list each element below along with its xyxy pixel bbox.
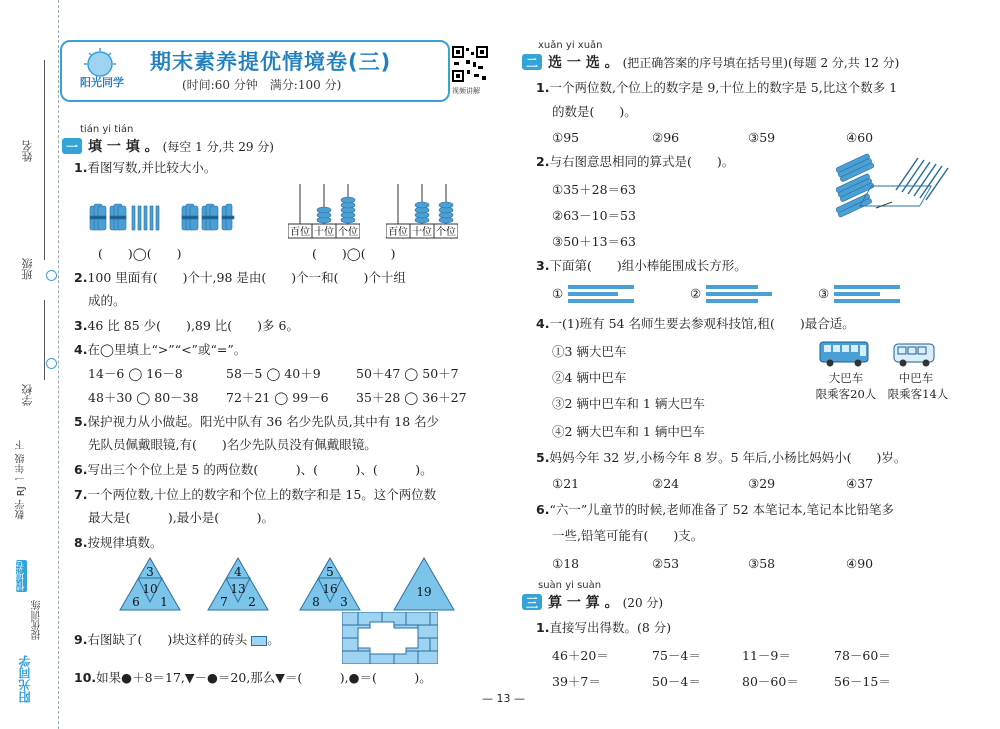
logo-text: 阳光同学 [80,76,124,89]
section3-pinyin: suàn yi suàn [538,580,602,591]
option[interactable]: ② [690,286,702,301]
bundle-icon [222,204,234,230]
question-2-2 [536,154,734,170]
brick-icon [251,636,267,646]
question-number: 6. [536,502,550,517]
question-1-2 [74,270,406,286]
option[interactable]: ④90 [846,556,874,571]
qr-code-icon[interactable] [452,46,488,82]
option[interactable]: ②96 [652,130,680,145]
abacus-figure-2 [386,180,458,242]
question-2-3 [536,258,747,274]
school-field-label: 学校 [21,384,34,406]
compare-cell[interactable]: 72＋21 ◯ 99－6 [226,390,329,405]
series-name: 提优训练 [32,600,43,640]
compare-blank-2[interactable]: ( )◯( ) [312,246,396,261]
question-1-4 [74,342,246,358]
question-1-2-line2: 成的。 [88,293,126,308]
calc-item[interactable]: 39＋7＝ [552,674,601,689]
question-1-7-line2: 最大是( ),最小是( )。 [88,510,274,525]
calc-item[interactable]: 75－4＝ [652,648,701,663]
question-3-1 [536,620,671,636]
question-text: 右图缺了( )块这样的砖头 [87,632,248,647]
option[interactable]: ①3 辆大巴车 [552,344,627,359]
triangle-top: 4 [234,565,242,579]
compare-cell[interactable]: 14－6 ◯ 16－8 [88,366,183,381]
sun-logo-icon [72,46,132,90]
abacus-label: 个位 [338,227,358,238]
section2-pinyin: xuǎn yi xuǎn [538,40,603,51]
abacus-label: 百位 [290,227,310,238]
section3-number: 三 [522,594,542,610]
section3-note: (20 分) [622,595,664,610]
question-text: 按规律填数。 [87,535,163,550]
calc-item[interactable]: 80－60＝ [742,674,799,689]
section1-number: 一 [62,138,82,154]
sticks-group-1 [568,284,636,304]
option[interactable]: ④60 [846,130,874,145]
question-text: 妈妈今年 32 岁,小杨今年 8 岁。5 年后,小杨比妈妈小( )岁。 [549,450,907,465]
question-text: 在◯里填上“>”“<”或“=”。 [87,342,247,357]
question-text: 下面第( )组小棒能围成长方形。 [549,258,747,273]
question-1-6 [74,462,433,478]
compare-cell[interactable]: 48＋30 ◯ 80－38 [88,390,199,405]
triangle-right: 3 [340,595,348,609]
number-triangles [118,556,478,614]
bundle-icon [110,204,126,230]
option[interactable]: ③ [818,286,830,301]
triangle-left: 6 [132,595,140,609]
stick-bundles-figure [88,200,238,234]
abacus-label: 十位 [314,227,334,238]
question-number: 3. [74,318,88,333]
question-text: 46 比 85 少( ),89 比( )多 6。 [87,318,299,333]
brick-wall-figure [342,612,438,664]
question-number: 1. [536,80,550,95]
option[interactable]: ④37 [846,476,874,491]
question-2-1 [536,80,897,96]
question-text: 保护视力从小做起。阳光中队有 36 名少先队员,其中有 18 名少 [87,414,440,429]
page-title: 期末素养提优情境卷(三) [150,50,392,74]
question-1-5-line2: 先队员佩戴眼镜,有( )名少先队员没有佩戴眼镜。 [88,437,377,452]
series-badge-wrap [14,560,29,592]
triangle-top: 5 [326,565,334,579]
binding-hole [46,358,57,369]
question-number: 1. [536,620,550,635]
triangle-mid: 10 [142,582,158,596]
question-1-10 [74,670,432,686]
single-sticks-icon [132,206,159,230]
triangle-mid: 19 [416,585,432,599]
question-number: 10. [74,670,97,685]
class-line [44,190,45,260]
question-text: 一(1)班有 54 名师生要去参观科技馆,租( )最合适。 [549,316,855,331]
abacus-label: 十位 [412,227,432,238]
option[interactable]: ③2 辆中巴车和 1 辆大巴车 [552,396,705,411]
question-number: 2. [74,270,88,285]
question-1-3 [74,318,299,334]
section1-title: 填 一 填 。 [88,139,159,155]
abacus-figure-1 [288,180,360,242]
big-bus-name: 大巴车 [828,371,864,385]
question-2-6 [536,502,894,518]
compare-cell[interactable]: 50＋47 ◯ 50＋7 [356,366,459,381]
section3-title: 算 一 算 。 [548,595,619,611]
triangle-top: 3 [146,565,154,579]
mid-bus-capacity: 限乘客14人 [887,387,949,401]
option[interactable]: ③58 [748,556,776,571]
abacus-label: 个位 [436,227,456,238]
question-text: 看图写数,并比较大小。 [87,160,217,175]
big-bus-capacity: 限乘客20人 [815,387,877,401]
question-text: 与右图意思相同的算式是( )。 [549,154,735,169]
section2-number: 二 [522,54,542,70]
series-badge: 情境卷 [16,561,27,591]
mid-bus-icon [892,340,936,368]
sticks-group-3 [834,284,902,304]
option[interactable]: ②63－10＝53 [552,208,636,223]
question-text: 如果●＋8＝17,▼－●＝20,那么▼＝( ),●＝( )。 [96,670,432,685]
class-field-label: 班级 [21,258,34,280]
question-text: 一个两位数,个位上的数字是 9,十位上的数字是 5,比这个数多 1 [549,80,898,95]
binding-hole [46,270,57,281]
option[interactable]: ①35＋28＝63 [552,182,636,197]
question-2-5 [536,450,906,466]
bundle-icon [90,204,106,230]
question-text: 写出三个个位上是 5 的两位数( )、( )、( )。 [87,462,433,477]
question-1-1 [74,160,216,176]
margin-logo: 阳光同学 [18,655,32,703]
triangle-mid: 13 [230,582,246,596]
question-number: 5. [536,450,550,465]
triangle-right: 1 [160,595,168,609]
option[interactable]: ④2 辆大巴车和 1 辆中巴车 [552,424,705,439]
section3-header [522,592,663,612]
calc-item[interactable]: 50－4＝ [652,674,701,689]
question-1-9: 9.右图缺了( )块这样的砖头 。 [74,632,280,647]
bundle-icon [202,204,218,230]
question-text: 100 里面有( )个十,98 是由( )个一和( )个十组 [87,270,406,285]
question-text: 直接写出得数。(8 分) [549,620,672,635]
calc-item[interactable]: 46＋20＝ [552,648,609,663]
option[interactable]: ②24 [652,476,680,491]
abacus-label: 百位 [388,227,408,238]
question-1-8 [74,535,162,551]
option[interactable]: ①95 [552,130,580,145]
calc-item[interactable]: 56－15＝ [834,674,891,689]
section2-note: (把正确答案的序号填在括号里)(每题 2 分,共 12 分) [622,55,900,70]
question-number: 7. [74,487,88,502]
calc-item[interactable]: 78－60＝ [834,648,891,663]
mid-bus-name: 中巴车 [898,371,934,385]
bundle-icon [182,204,198,230]
question-number: 6. [74,462,88,477]
option[interactable]: ③29 [748,476,776,491]
question-number: 2. [536,154,550,169]
option[interactable]: ①18 [552,556,580,571]
question-number: 1. [74,160,88,175]
section2-title: 选 一 选 。 [548,55,619,71]
name-field-label: 姓名 [21,140,34,162]
question-2-4 [536,316,855,332]
question-text: “六一”儿童节的时候,老师准备了 52 本笔记本,笔记本比铅笔多 [549,502,895,517]
section2-header [522,52,899,72]
series-label [14,440,29,519]
option[interactable]: ③59 [748,130,776,145]
sticks-group-2 [706,284,774,304]
series-subject: 数学 RJ 一年级 下 [16,440,27,520]
compare-blank-1[interactable]: ( )◯( ) [98,246,182,261]
compare-cell[interactable]: 58－5 ◯ 40＋9 [226,366,321,381]
question-number: 5. [74,414,88,429]
option[interactable]: ①21 [552,476,580,491]
question-1-5 [74,414,439,430]
section1-pinyin: tián yi tián [80,124,134,135]
question-number: 4. [74,342,88,357]
question-2-1-line2: 的数是( )。 [552,104,637,119]
school-line [44,300,45,380]
question-number: 9. [74,632,88,647]
binding-margin [0,0,59,729]
option[interactable]: ②4 辆中巴车 [552,370,627,385]
triangle-left: 7 [220,595,228,609]
question-number: 4. [536,316,550,331]
section1-note: (每空 1 分,共 29 分) [162,139,274,154]
question-1-7 [74,487,436,503]
compare-cell[interactable]: 35＋28 ◯ 36＋27 [356,390,467,405]
question-number: 3. [536,258,550,273]
option[interactable]: ②53 [652,556,680,571]
big-bus-icon [818,338,870,368]
question-2-6-line2: 一些,铅笔可能有( )支。 [552,528,704,543]
qr-label: 视频讲解 [452,87,480,95]
bundles-grid-figure [836,150,956,222]
page-subtitle: (时间:60 分钟 满分:100 分) [182,78,342,92]
triangle-right: 2 [248,595,256,609]
question-text: 一个两位数,十位上的数字和个位上的数字和是 15。这个两位数 [87,487,437,502]
section1-header [62,136,274,156]
triangle-left: 8 [312,595,320,609]
option[interactable]: ③50＋13＝63 [552,234,636,249]
triangle-mid: 16 [322,582,338,596]
calc-item[interactable]: 11－9＝ [742,648,791,663]
question-number: 8. [74,535,88,550]
page-number: — 13 — [482,692,525,705]
option[interactable]: ① [552,286,564,301]
